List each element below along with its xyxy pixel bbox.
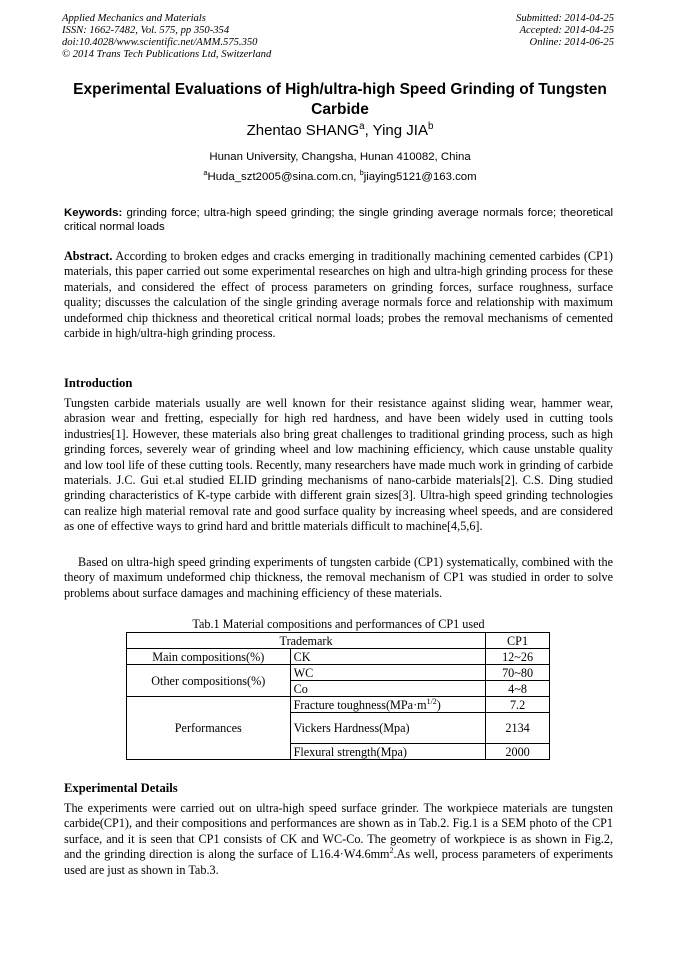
author-separator: ,: [364, 122, 373, 139]
author-emails: [60, 170, 620, 184]
fracture-exponent: 1/2: [426, 696, 437, 706]
header-cp1: CP1: [486, 633, 550, 649]
journal-info: [62, 13, 271, 61]
table-caption: Tab.1 Material compositions and performances of CP1 used: [192, 617, 485, 631]
email-1-mark: a: [203, 168, 208, 178]
online-date: Online: 2014-06-25: [529, 37, 614, 48]
table-row: [127, 665, 550, 681]
header-trademark: Trademark: [127, 633, 486, 649]
area-exponent: 2: [389, 846, 394, 856]
fracture-close: ): [436, 697, 441, 712]
submitted-date: Submitted: 2014-04-25: [516, 13, 614, 24]
author-2-mark: b: [427, 121, 434, 132]
email-2: jiaying5121@163.com: [363, 171, 477, 183]
main-compositions-label: Main compositions(%): [127, 649, 291, 665]
experimental-text-2: .As well, process parameters of experiments used are just as shown in Tab.3.: [64, 847, 613, 877]
introduction-paragraph-2: Based on ultra-high speed grinding experiments of tungsten carbide (CP1) systematically, combined with the theory of maximum undeformed chip thickness, the removal mechanism of CP1 was studied in order to solve problems about surface damages and machining efficiency of these materials.: [64, 555, 613, 600]
abstract-text: According to broken edges and cracks emerging in traditionally machining cemented carbides (CP1) materials, this paper carried out some experimental researches on high and ultra-high grinding process for these materials, and considered the effect of process parameters on grinding forces, surface roughness, surface quality; discusses the calculation of the single grinding average normals force and relationship with maximum undeformed chip thickness and theoretical critical normal loads; probes the removal mechanisms of cemented carbide in high/ultra-high grinding process.: [64, 249, 613, 341]
composition-table: [126, 632, 550, 760]
abstract: [64, 249, 613, 341]
composition-name: WC: [290, 665, 486, 681]
keywords-label: Keywords:: [64, 207, 123, 219]
property-value: 2000: [486, 744, 550, 760]
email-2-mark: b: [359, 168, 364, 178]
affiliation: Hunan University, Changsha, Hunan 410082, China: [209, 151, 471, 163]
keywords-text: grinding force; ultra-high speed grinding; the single grinding average normals force; theoretical critical normal loads: [64, 207, 613, 233]
author-1-mark: a: [359, 121, 365, 132]
composition-value: 4~8: [486, 681, 550, 697]
property-value: 2134: [486, 713, 550, 744]
experimental-heading: Experimental Details: [64, 781, 178, 795]
keywords: [64, 206, 613, 234]
property-value: 7.2: [486, 697, 550, 713]
authors: [60, 122, 620, 140]
composition-value: 70~80: [486, 665, 550, 681]
table-header-row: [127, 633, 550, 649]
fracture-label: Fracture toughness(MPa·m: [293, 697, 427, 712]
introduction-heading: Introduction: [64, 376, 133, 390]
composition-value: 12~26: [486, 649, 550, 665]
issn-line: ISSN: 1662-7482, Vol. 575, pp 350-354: [62, 25, 230, 36]
email-1: Huda_szt2005@sina.com.cn,: [207, 171, 360, 183]
property-name: [290, 697, 486, 713]
accepted-date: Accepted: 2014-04-25: [519, 25, 614, 36]
introduction-paragraph-1: Tungsten carbide materials usually are well known for their resistance against sliding wear, hammer wear, abrasion wear and fretting, especially for high red hardness, and have been widely used in cutting tools industries[1]. However, these materials also bring great challenges to traditional grinding process, such as high grinding forces, severely wear of grinding wheel and low machining efficiency, which cause unstable quality and low tool life of these cutting tools. Recently, many researchers have made much work in grinding of carbide materials. J.C. Gui et.al studied ELID grinding mechanisms of nano-carbide materials[2]. C.S. Ding studied grinding characteristics of K-type carbide with different grain sizes[3]. Ultra-high speed grinding technologies can realize high material removal rate and good surface quality by increasing wheel speeds, and are considered as one of effective ways to grind hard and brittle materials difficult to machine[4,5,6].: [64, 396, 613, 534]
abstract-label: Abstract.: [64, 249, 113, 263]
other-compositions-label: Other compositions(%): [127, 665, 291, 697]
doi-line: doi:10.4028/www.scientific.net/AMM.575.350: [62, 37, 258, 48]
table-row: [127, 697, 550, 713]
paper-title: Experimental Evaluations of High/ultra-high Speed Grinding of Tungsten Carbide: [73, 81, 607, 118]
journal-name: Applied Mechanics and Materials: [62, 13, 206, 24]
property-name: Vickers Hardness(Mpa): [290, 713, 486, 744]
performances-label: Performances: [127, 697, 291, 760]
dates-info: [516, 13, 614, 49]
author-1: Zhentao SHANG: [246, 122, 360, 139]
property-name: Flexural strength(Mpa): [290, 744, 486, 760]
experimental-text-1: The experiments were carried out on ultra-high speed surface grinder. The workpiece materials are tungsten carbide(CP1), and their compositions and performances are shown as in Tab.2. Fig.1 is a SEM photo of the CP1 surface, and it is seen that CP1 consists of CK and WC-Co. The geometry of workpiece is as shown in Fig.2, and the grinding direction is along the surface of L16.4·W4.6mm: [64, 801, 613, 862]
composition-name: Co: [290, 681, 486, 697]
table-row: [127, 649, 550, 665]
copyright-line: © 2014 Trans Tech Publications Ltd, Switzerland: [62, 49, 272, 60]
composition-name: CK: [290, 649, 486, 665]
experimental-paragraph: [64, 801, 613, 878]
author-2: Ying JIA: [372, 122, 428, 139]
